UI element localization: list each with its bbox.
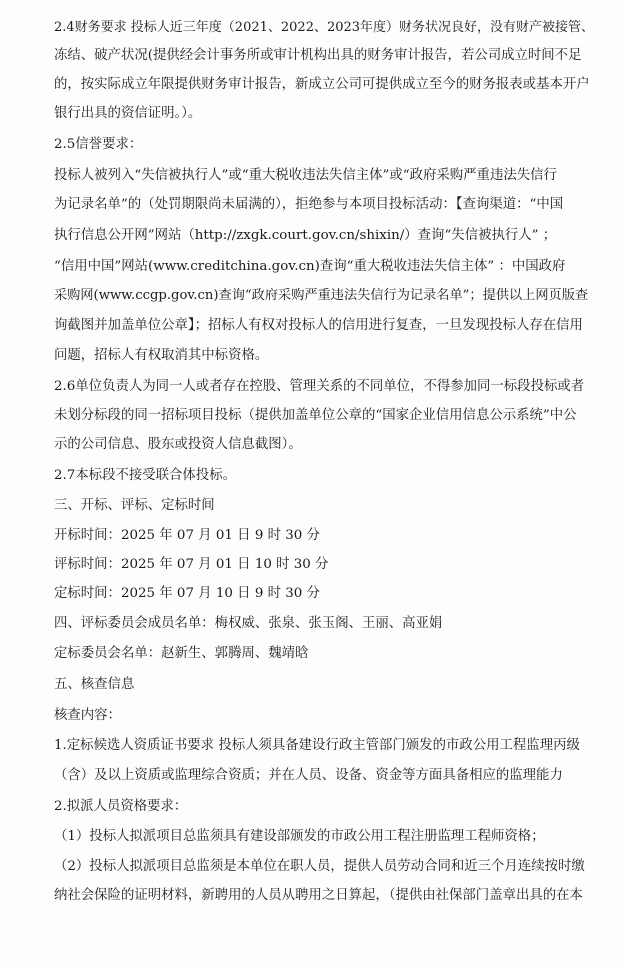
personnel-requirement-heading: 2.拟派人员资格要求： (54, 799, 188, 814)
affiliation-requirement-line-1: 2.6单位负责人为同一人或者存在控股、管理关系的不同单位，不得参加同一标段投标或者 (54, 379, 585, 394)
credit-requirement-line-7: 问题，招标人有权取消其中标资格。 (54, 348, 269, 363)
evaluation-time: 评标时间：2025 年 07 月 01 日 10 时 30 分 (54, 557, 329, 572)
affiliation-requirement-line-2: 未划分标段的同一招标项目投标（提供加盖单位公章的“国家企业信用信息公示系统”中公 (54, 408, 577, 423)
credit-requirement-line-5: 采购网(www.ccgp.gov.cn)查询“政府采购严重违法失信行为记录名单”；提供以上网页版查 (54, 288, 589, 303)
credit-requirement-line-1: 投标人被列入“失信被执行人”或“重大税收违法失信主体”或“政府采购严重违法失信行 (54, 168, 557, 183)
credit-requirement-line-4: “信用中国”网站(www.creditchina.gov.cn)查询“重大税收违法失信主体” ：中国政府 (54, 259, 566, 274)
decision-time: 定标时间：2025 年 07 月 10 日 9 时 30 分 (54, 586, 320, 601)
qualification-requirement-line-1: 1.定标候选人资质证书要求 投标人须具备建设行政主管部门颁发的市政公用工程监理丙级 (54, 738, 580, 753)
credit-requirement-heading: 2.5信誉要求： (54, 137, 143, 152)
credit-requirement-line-3: 执行信息公开网”网站（http://zxgk.court.gov.cn/shixin/）查询“失信被执行人” ； (54, 228, 557, 243)
section-three-heading: 三、开标、评标、定标时间 (54, 498, 215, 513)
personnel-requirement-item-2-line-2: 纳社会保险的证明材料，新聘用的人员从聘用之日算起，（提供由社保部门盖章出具的在本 (54, 888, 583, 903)
decision-committee-list: 定标委员会名单：赵新生、郭腾周、魏靖晗 (54, 646, 309, 661)
finance-requirement-line-1: 2.4财务要求 投标人近三年度（2021、2022、2023年度）财务状况良好，没有财产被接管、 (54, 20, 594, 35)
personnel-requirement-item-1: （1）投标人拟派项目总监须具有建设部颁发的市政公用工程注册监理工程师资格； (54, 829, 545, 844)
personnel-requirement-item-2-line-1: （2）投标人拟派项目总监须是本单位在职人员，提供人员劳动合同和近三个月连续按时缴 (54, 859, 585, 874)
section-five-heading: 五、核查信息 (54, 677, 135, 692)
credit-requirement-line-6: 询截图并加盖单位公章】；招标人有权对投标人的信用进行复查，一旦发现投标人存在信用 (54, 318, 583, 333)
finance-requirement-line-3: 的，按实际成立年限提供财务审计报告，新成立公司可提供成立至今的财务报表或基本开户 (54, 77, 590, 92)
finance-requirement-line-2: 冻结、破产状况(提供经会计事务所或审计机构出具的财务审计报告，若公司成立时间不足 (54, 48, 582, 63)
consortium-requirement: 2.7本标段不接受联合体投标。 (54, 468, 236, 483)
qualification-requirement-line-2: （含）及以上资质或监理综合资质；并在人员、设备、资金等方面具备相应的监理能力 (54, 768, 563, 783)
verification-content-label: 核查内容： (54, 708, 121, 723)
evaluation-committee-list: 四、评标委员会成员名单：梅权威、张泉、张玉阁、王丽、高亚娟 (54, 616, 443, 631)
finance-requirement-line-4: 银行出具的资信证明。）。 (54, 106, 202, 121)
credit-requirement-line-2: 为记录名单”的（处罚期限尚未届满的），拒绝参与本项目投标活动：【查询渠道：“中国 (54, 197, 564, 212)
opening-time: 开标时间：2025 年 07 月 01 日 9 时 30 分 (54, 528, 320, 543)
affiliation-requirement-line-3: 示的公司信息、股东或投资人信息截图）。 (54, 437, 302, 452)
